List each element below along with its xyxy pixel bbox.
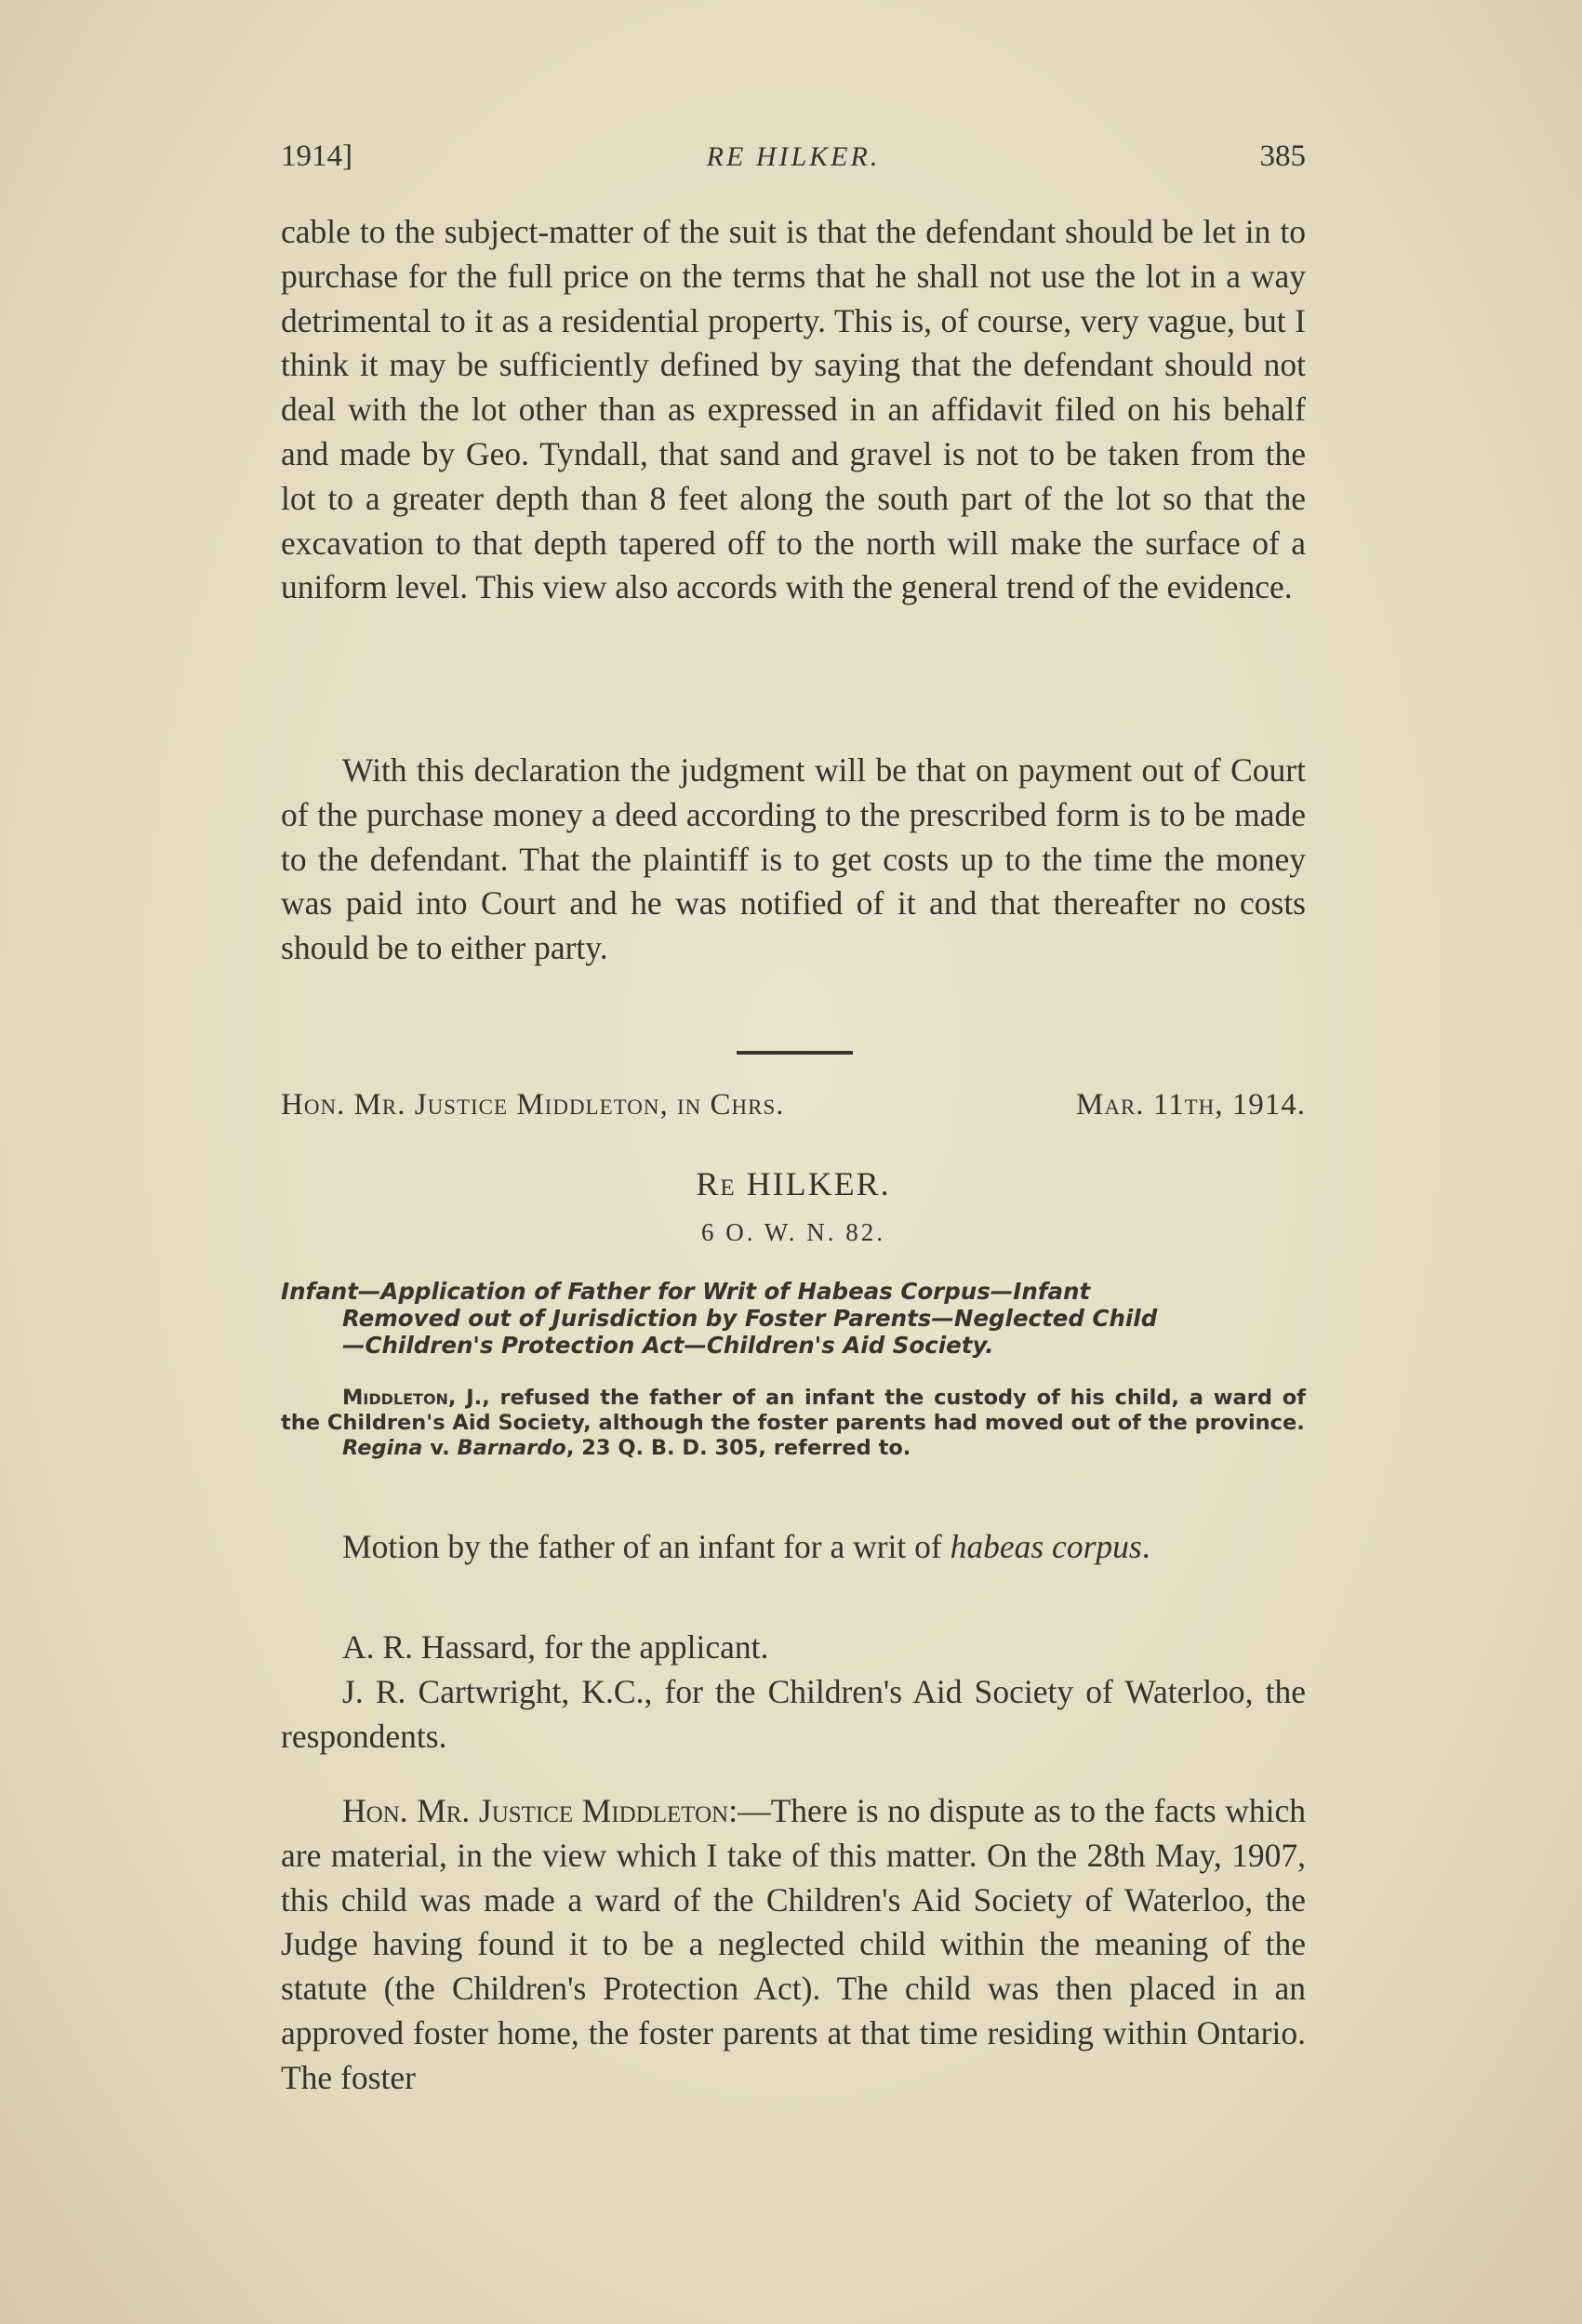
summary-text: , refused the father of an infant the custody of his child, a ward of the Children's Aid Society, although the foster parents had moved out of the province. (281, 1386, 1306, 1435)
judgment-speaker: Hon. Mr. Justice Middleton (342, 1792, 729, 1829)
counsel-respondents: J. R. Cartwright, K.C., for the Children's Aid Society of Waterloo, the respondents. (281, 1673, 1306, 1755)
section-divider (737, 1051, 853, 1055)
paragraph-judgment-terms: With this declaration the judgment will be that on payment out of Court of the purchase money a deed according to the prescribed form is to be made to the defendant. That the plaintiff is to get costs up to the time the money was paid into Court and he was notified of it and that thereafter no costs should be to either party. (281, 751, 1306, 967)
header-year: 1914] (281, 139, 352, 173)
motion-paragraph: Motion by the father of an infant for a writ of habeas corpus. (342, 1528, 1150, 1565)
case-ref-party1: Regina (342, 1436, 423, 1460)
header-title: RE HILKER. (706, 141, 881, 172)
headnote-line-3: —Children's Protection Act—Children's Aid Society. (342, 1332, 994, 1359)
case-name: Re HILKER. (696, 1165, 891, 1202)
headnote-line-2: Removed out of Jurisdiction by Foster Parents—Neglected Child (342, 1305, 1158, 1332)
decision-date: Mar. 11th, 1914. (1076, 1088, 1306, 1122)
running-header (281, 139, 1306, 186)
case-ref-citation: , 23 Q. B. D. 305, referred to. (565, 1436, 911, 1460)
case-citation: 6 O. W. N. 82. (700, 1218, 885, 1246)
counsel-applicant: A. R. Hassard, for the applicant. (342, 1628, 769, 1666)
headnote-line-1: Infant—Application of Father for Writ of Habeas Corpus—Infant (281, 1278, 1091, 1305)
headnote-catchwords (281, 1278, 1306, 1359)
case-ref-party2: Barnardo (457, 1436, 566, 1460)
headnote-summary: Middleton, J., refused the father of an infant the custody of his child, a ward of the Children's Aid Society, although the foster parents had moved out of the province. Regina v. Barnardo, 23 Q. B. D. 305, referred to. (281, 1386, 1306, 1460)
judge-court: Hon. Mr. Justice Middleton, in Chrs. (281, 1088, 785, 1122)
judgment-paragraph (281, 1789, 1306, 2101)
page-number: 385 (1259, 139, 1306, 173)
summary-judge: Middleton, J. (342, 1386, 483, 1410)
paragraph-continuation: cable to the subject-matter of the suit is that the defendant should be let in to purchase for the full price on the terms that he shall not use the lot in a way detrimental to it as a residential property. This is, of course, very vague, but I think it may be sufficiently defined by saying that the defendant should not deal with the lot other than as expressed in an affidavit filed on his behalf and made by Geo. Tyndall, that sand and gravel is not to be taken from the lot to a greater depth than 8 feet along the south part of the lot so that the excavation to that depth tapered off to the north will make the surface of a uniform level. This view also accords with the general trend of the evidence. (281, 213, 1306, 606)
judgment-text: :—There is no dispute as to the facts which are material, in the view which I take of this matter. On the 28th May, 1907, this child was made a ward of the Children's Aid Society of Waterloo, the Judge having found it to be a neglected child within the meaning of the statute (the Children's Protection Act). The child was then placed in an approved foster home, the foster parents at that time residing within Ontario. The foster (281, 1792, 1306, 2096)
